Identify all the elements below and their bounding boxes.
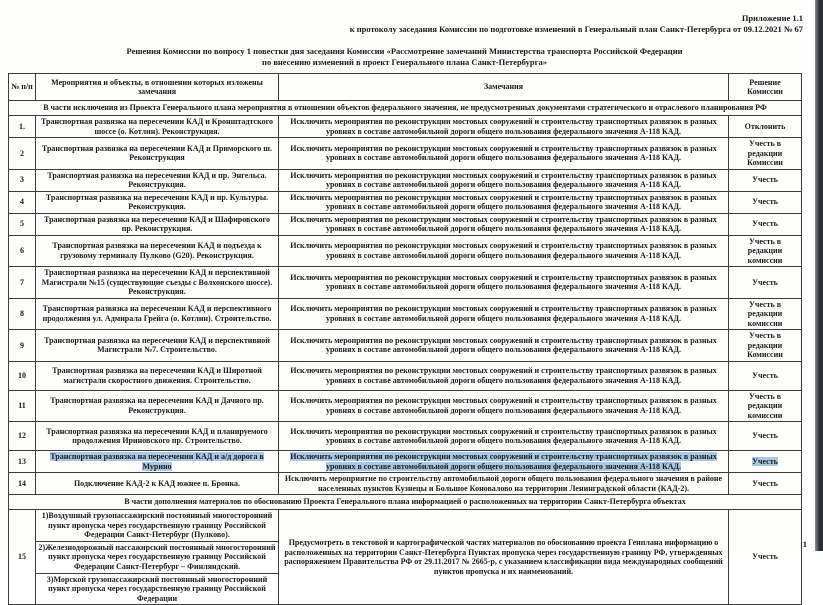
decision-cell — [729, 451, 802, 473]
row-number-cell — [9, 169, 36, 191]
table-row — [9, 235, 802, 267]
object-cell — [36, 298, 279, 330]
col-header-decision: Решение Комиссии — [747, 77, 783, 96]
object-item-1: 1)Воздушный грузопассажирский постоянный многосторонний пункт пропуска через государственную границу Российской Федерации Санкт-Петербург (Пулково). — [41, 511, 273, 539]
section-header-1 — [9, 101, 802, 116]
row-number: 1. — [19, 121, 25, 131]
table-row — [9, 473, 802, 495]
appendix-line-1: Приложение 1.1 — [741, 13, 803, 23]
remark-cell — [279, 235, 729, 267]
decision-cell — [729, 116, 802, 138]
section-header-2 — [9, 495, 802, 510]
decision-text: Учесть — [752, 197, 778, 207]
object-cell — [36, 191, 279, 213]
decision-text: Учесть в редакции Комиссии — [747, 331, 783, 359]
row-number-cell — [9, 451, 36, 473]
scan-edge-shadow — [815, 0, 823, 551]
decision-text: Отклонить — [744, 121, 786, 131]
decision-cell — [729, 169, 802, 191]
object-cell — [36, 422, 279, 451]
object-subcell-3 — [36, 573, 279, 605]
row-number: 13 — [18, 456, 26, 466]
object-text: Транспортная развязка на пересечении КАД и Приморского ш. Реконструкция — [41, 143, 273, 163]
remark-text: Исключить мероприятия по реконструкции мостовых сооружений и строительству транспортных развязок в разных уровнях в составе автомобильной дороги общего пользования федерального значения А-118 КАД. — [290, 335, 717, 355]
row-number: 7 — [20, 277, 24, 287]
object-text: Транспортная развязка на пересечении КАД и подъезда к грузовому терминалу Пулково (G20). Реконструкция. — [52, 241, 262, 260]
row-number-cell — [9, 138, 36, 170]
remark-text-selected[interactable]: Исключить мероприятия по реконструкции мостовых сооружений и строительству транспортных развязок в разных уровнях в составе автомобильной дороги общего пользования федерального значения А-118 КАД. — [290, 452, 717, 471]
object-subcell-1 — [36, 510, 279, 542]
object-text: Транспортная развязка на пересечении КАД и Кронштадтского шоссе (о. Котлин). Реконструкция. — [40, 117, 274, 136]
title-line-2: по внесению изменений в проект Генерального плана Санкт-Петербурга» — [262, 56, 547, 67]
row-number: 14 — [18, 478, 26, 488]
remark-cell — [279, 451, 729, 473]
decision-cell — [729, 213, 802, 235]
object-cell — [36, 473, 279, 495]
remark-text: Исключить мероприятия по реконструкции мостовых сооружений и строительству транспортных развязок в разных уровнях в составе автомобильной дороги общего пользования федерального значения А-118 КАД. — [290, 214, 717, 233]
document-title — [8, 46, 801, 67]
remark-text: Исключить мероприятия по реконструкции мостовых сооружений и строительству транспортных развязок в разных уровнях в составе автомобильной дороги общего пользования федерального значения А-118 КАД. — [290, 396, 717, 415]
remark-cell — [279, 510, 729, 605]
row-number-cell — [9, 390, 36, 422]
remark-cell — [279, 169, 729, 191]
row-number-cell — [9, 330, 36, 362]
decision-text: Учесть — [752, 219, 778, 229]
remark-text: Исключить мероприятия по реконструкции мостовых сооружений и строительству транспортных развязок в разных уровнях в составе автомобильной дороги общего пользования федерального значения А-118 КАД. — [290, 117, 717, 136]
object-cell — [36, 451, 279, 473]
object-text: Транспортная развязка на пересечении КАД и перспективной Магистрали №7. Строительство. — [44, 335, 270, 355]
remark-text: Исключить мероприятия по реконструкции мостовых сооружений и строительству транспортных развязок в разных уровнях в составе автомобильной дороги общего пользования федерального значения А-118 КАД. — [290, 241, 717, 260]
object-cell — [36, 267, 279, 299]
object-text: Транспортная развязка на пересечении КАД и Дачного пр. Реконструкция. — [50, 396, 264, 415]
object-item-2: 2)Железнодорожный пассажирский постоянный многосторонний пункт пропуска через государственную границу Российской Федерации Санкт-Петербург – Финляндский. — [38, 542, 276, 571]
row-number: 5 — [20, 219, 24, 229]
row-number: 11 — [18, 401, 26, 410]
row-number-cell — [9, 267, 36, 299]
table-row — [9, 138, 802, 170]
decision-cell — [729, 235, 802, 267]
object-cell — [36, 213, 279, 235]
page-number: 1 — [802, 539, 807, 549]
table-row — [9, 267, 802, 299]
row-number: 15 — [18, 552, 26, 562]
row-number: 9 — [20, 340, 24, 350]
decision-text: Учесть в редакции комиссии — [747, 299, 783, 328]
object-text: Подключение КАД-2 к КАД южнее п. Бронка. — [73, 478, 241, 488]
remark-cell — [279, 361, 729, 390]
object-text: Транспортная развязка на пересечении КАД и Широтной магистрали скоростного движения. Строительство. — [52, 366, 262, 385]
object-text: Транспортная развязка на пересечении КАД и Шафировского пр. Реконструкция. — [44, 214, 270, 233]
remark-text: Исключить мероприятия по реконструкции мостовых сооружений и строительству транспортных развязок в разных уровнях в составе автомобильной дороги общего пользования федерального значения А-118 КАД. — [290, 366, 717, 385]
decision-text: Учесть — [752, 370, 778, 380]
col-header-remarks-cell — [279, 74, 729, 101]
section-2-title: В части дополнения материалов по обоснованию Проекта Генерального плана информацией о расположенных на территории Санкт-Петербурга объектах — [124, 497, 686, 507]
table-row — [9, 169, 802, 191]
decision-cell — [729, 390, 802, 422]
col-header-remarks: Замечания — [483, 82, 524, 92]
row-number-cell — [9, 473, 36, 495]
decision-text: Учесть — [752, 478, 778, 488]
row-number-cell — [9, 235, 36, 267]
appendix-block — [350, 13, 803, 34]
col-header-objects-cell — [36, 74, 279, 101]
row-number-cell — [9, 116, 36, 138]
object-cell — [36, 330, 279, 362]
decision-text: Учесть в редакции Комиссии — [747, 139, 783, 167]
row-number: 6 — [20, 246, 24, 255]
object-text: Транспортная развязка на пересечении КАД и перспективного продолжения ул. Адмирала Грейга (о. Котлин). Строительство. — [42, 304, 272, 323]
table-row — [9, 422, 802, 451]
title-line-1: Решения Комиссии по вопросу 1 повестки дня заседания Комиссии «Рассмотрение замечаний Министерства транспорта Российской Федерации — [126, 46, 683, 56]
remark-text: Исключить мероприятия по реконструкции мостовых сооружений и строительству транспортных развязок в разных уровнях в составе автомобильной дороги общего пользования федерального значения А-118 КАД. — [290, 143, 717, 163]
table-row — [9, 213, 802, 235]
decision-text: Учесть в редакции комиссии — [747, 236, 783, 265]
decision-cell — [729, 138, 802, 170]
decisions-table — [8, 73, 802, 605]
remark-text: Исключить мероприятия по реконструкции мостовых сооружений и строительству транспортных развязок в разных уровнях в составе автомобильной дороги общего пользования федерального значения А-118 КАД. — [290, 304, 717, 323]
appendix-line-2: к протоколу заседания Комиссии по подготовке изменений в Генеральный план Санкт-Петербурга от 09.12.2021 № 67 — [349, 23, 803, 34]
object-subcell-2 — [36, 541, 279, 573]
decision-cell — [729, 267, 802, 299]
table-row — [9, 116, 802, 138]
decision-text: Учесть в редакции комиссии — [747, 391, 783, 420]
row-number-cell — [9, 298, 36, 330]
decision-cell — [729, 330, 802, 362]
remark-text: Исключить мероприятия по реконструкции мостовых сооружений и строительству транспортных развязок в разных уровнях в составе автомобильной дороги общего пользования федерального значения А-118 КАД. — [290, 272, 717, 292]
object-item-3: 3)Морской грузопассажирский постоянный многосторонний пункт пропуска через государственную границу Российской Федерации — [46, 574, 268, 603]
row-number: 2 — [20, 148, 24, 158]
remark-cell — [279, 191, 729, 213]
object-text: Транспортная развязка на пересечении КАД и перспективной Магистрали №15 (существующие съезды с Волхонского шоссе). Реконструкция. — [41, 268, 273, 296]
table-row — [9, 361, 802, 390]
decision-cell — [729, 422, 802, 451]
decision-cell — [729, 298, 802, 330]
row-number-cell — [9, 361, 36, 390]
remark-cell — [279, 422, 729, 451]
row-number-cell — [9, 422, 36, 451]
table-row — [9, 390, 802, 422]
decision-text: Учесть — [752, 552, 778, 562]
remark-text: Исключить мероприятия по реконструкции мостовых сооружений и строительству транспортных развязок в разных уровнях в составе автомобильной дороги общего пользования федерального значения А-118 КАД. — [290, 192, 717, 211]
object-cell — [36, 361, 279, 390]
remark-cell — [279, 473, 729, 495]
decision-cell — [729, 510, 802, 605]
row-number-cell — [9, 213, 36, 235]
remark-cell — [279, 267, 729, 299]
row-number-cell — [9, 510, 36, 605]
decision-cell — [729, 191, 802, 213]
object-text-selected[interactable]: Транспортная развязка на пересечении КАД и а/д дорога в Мурино — [50, 452, 264, 471]
remark-cell — [279, 213, 729, 235]
object-text: Транспортная развязка на пересечении КАД и пр. Культуры. Реконструкция. — [45, 192, 269, 211]
table-row — [9, 298, 802, 330]
decision-text: Учесть — [752, 175, 778, 185]
remark-text: Предусмотреть в текстовой и картографической частях материалов по обоснованию проекта Генплана информацию о расположенных на территории Санкт-Петербурга Пунктах пропуска через государственную границу РФ, утвержденных распоряжением Правительства РФ от 29.11.2017 № 2665-р, с указанием классификации вида международных сообщений пунктов пропуска и их наименований. — [284, 538, 723, 576]
table-row — [9, 330, 802, 362]
row-number: 4 — [20, 197, 24, 207]
table-header-row — [9, 74, 802, 101]
row-number: 12 — [18, 431, 26, 441]
remark-cell — [279, 330, 729, 362]
remark-cell — [279, 390, 729, 422]
col-header-num: № п/п — [11, 82, 33, 92]
table-row-selected — [9, 451, 802, 473]
table-row-15 — [9, 510, 802, 542]
remark-text: Исключить мероприятия по реконструкции мостовых сооружений и строительству транспортных развязок в разных уровнях в составе автомобильной дороги общего пользования федерального значения А-118 КАД. — [290, 170, 717, 189]
decision-text: Учесть — [752, 431, 778, 441]
object-cell — [36, 235, 279, 267]
table-row — [9, 191, 802, 213]
col-header-decision-cell — [729, 74, 802, 101]
remark-cell — [279, 138, 729, 170]
decision-cell — [729, 361, 802, 390]
object-cell — [36, 169, 279, 191]
remark-cell — [279, 116, 729, 138]
row-number: 10 — [18, 370, 26, 380]
remark-text: Исключить мероприятия по реконструкции мостовых сооружений и строительству транспортных развязок в разных уровнях в составе автомобильной дороги общего пользования федерального значения А-118 КАД. — [290, 426, 717, 445]
row-number: 8 — [20, 309, 24, 318]
remark-cell — [279, 298, 729, 330]
object-cell — [36, 390, 279, 422]
decision-cell — [729, 473, 802, 495]
object-text: Транспортная развязка на пересечении КАД и планируемого продолжения Ириновского пр. Строительство. — [46, 426, 268, 445]
object-text: Транспортная развязка на пересечении КАД и пр. Энгельса. Реконструкция. — [47, 170, 267, 189]
object-cell — [36, 138, 279, 170]
row-number-cell — [9, 191, 36, 213]
decision-text: Учесть — [752, 277, 778, 287]
row-number: 3 — [20, 175, 24, 185]
section-1-title: В части исключения из Проекта Генерального плана мероприятия в отношении объектов федерального значения, не предусмотренных документами стратегического и отраслевого планирования РФ — [43, 103, 767, 113]
remark-text: Исключить мероприятие по строительству автомобильной дороги общего пользования федерального значения в районе населенных пунктов Кузнецы и Большое Коновалово на территории Ленинградской области (КАД-2). — [284, 474, 723, 493]
object-cell — [36, 116, 279, 138]
decision-text-selected[interactable]: Учесть — [752, 456, 778, 466]
col-header-num-cell — [9, 74, 36, 101]
col-header-objects: Мероприятия и объекты, в отношении которых изложены замечания — [51, 77, 263, 96]
